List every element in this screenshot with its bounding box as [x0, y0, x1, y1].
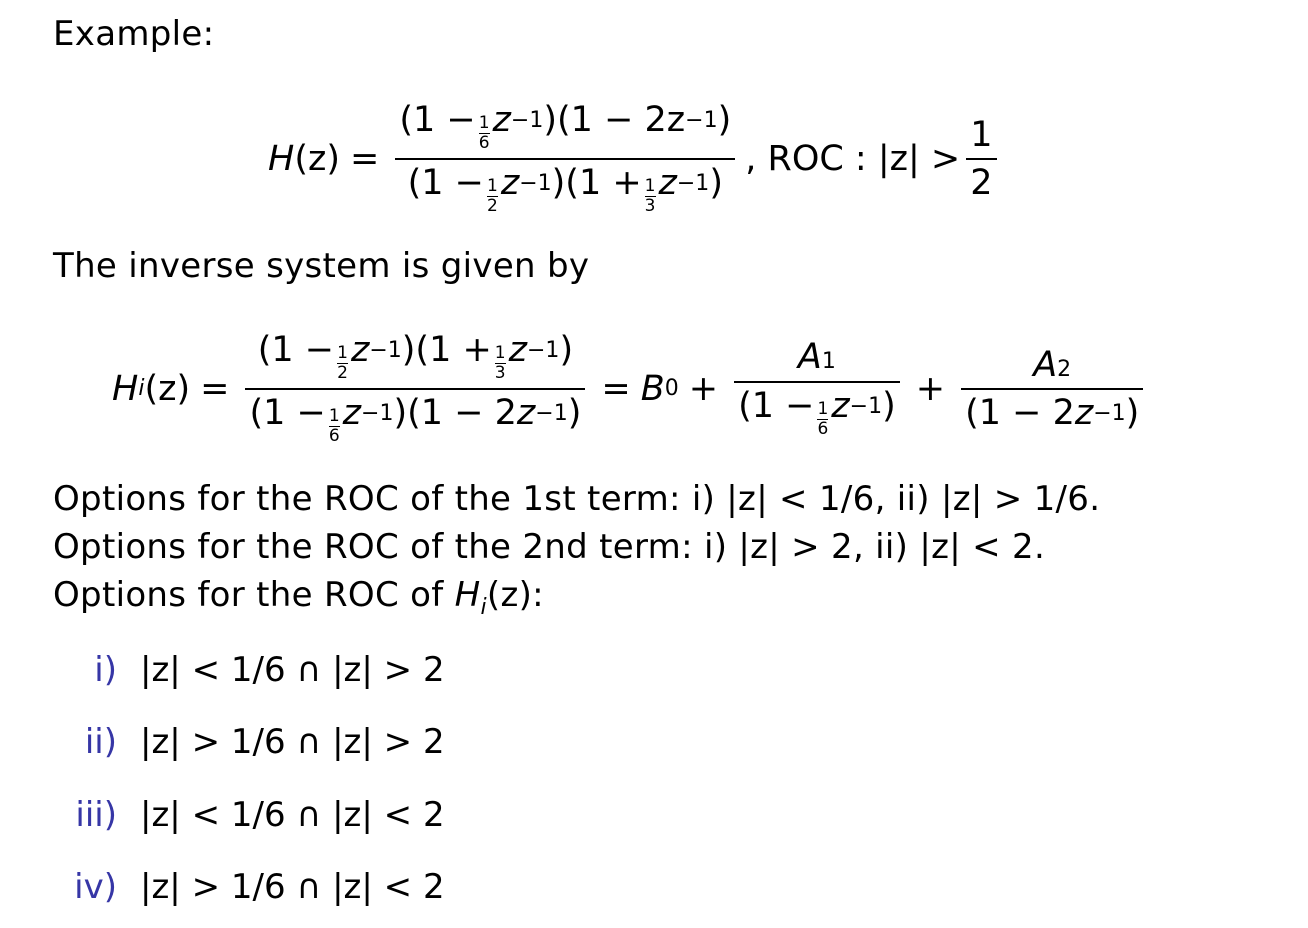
example-label: Example:: [53, 14, 215, 54]
choice-expression: |z| < 1/6 ∩ |z| < 2: [140, 795, 445, 835]
choice-label: iii): [75, 795, 117, 835]
eq2-term2-fraction: A 2 (1 − 2 z $^{-1}$ ): [961, 345, 1143, 434]
options-line-3: Options for the ROC of $H_i(z)$:: [53, 575, 544, 620]
choice-label: i): [94, 650, 117, 690]
eq2-term1-fraction: A 1 (1 − 1 6 z $^{-1}$ ): [734, 337, 900, 440]
choice-expression: |z| < 1/6 ∩ |z| > 2: [140, 650, 445, 690]
options-line-2: Options for the ROC of the 2nd term: i) |z| > 2, ii) |z| < 2.: [53, 527, 1046, 567]
transfer-function-equation: H (z) = (1 − 1 6 z $^{-1}$ )(1 − 2z $^{-1}$ ) (1 − 1 2 z $^{-1}$ )(1 + 1 3 z $^{-1}$ ) , ROC : |z| > $\frac{1}{2}$: [268, 100, 1003, 218]
choice-label: iv): [74, 867, 117, 907]
roc-condition: , ROC : |z| >: [745, 139, 961, 179]
eq2-main-fraction: (1 − 1 2 z $^{-1}$ )(1 + 1 3 z $^{-1}$ ) (1 − 1 6 z $^{-1}$ )(1 − 2 z $^{-1}$ ): [245, 330, 585, 448]
eq1-fraction: (1 − 1 6 z $^{-1}$ )(1 − 2z $^{-1}$ ) (1 − 1 2 z $^{-1}$ )(1 + 1 3 z $^{-1}$ ): [395, 100, 735, 218]
eq1-lhs: H: [268, 139, 295, 179]
choice-expression: |z| > 1/6 ∩ |z| < 2: [140, 867, 445, 907]
eq1-num-a: (1 −: [399, 100, 476, 140]
choice-label: ii): [84, 722, 117, 762]
inverse-system-text: The inverse system is given by: [53, 246, 590, 286]
roc-fraction: $\frac{1}{2}$: [966, 115, 996, 204]
choice-expression: |z| > 1/6 ∩ |z| > 2: [140, 722, 445, 762]
eq1-arg: (z): [294, 139, 341, 179]
eq1-den-a: (1 −: [407, 163, 484, 203]
options-line-1: Options for the ROC of the 1st term: i) |z| < 1/6, ii) |z| > 1/6.: [53, 479, 1101, 519]
inverse-system-equation: H i (z) = (1 − 1 2 z $^{-1}$ )(1 + 1 3 z $^{-1}$ ) (1 − 1 6 z $^{-1}$ )(1 − 2 z $^{-1}$ ) = B 0 + A 1 (1 − 1 6 z $^{-1}$ ) + A 2 (1 − 2 z $^{-1}$ ): [112, 330, 1149, 448]
